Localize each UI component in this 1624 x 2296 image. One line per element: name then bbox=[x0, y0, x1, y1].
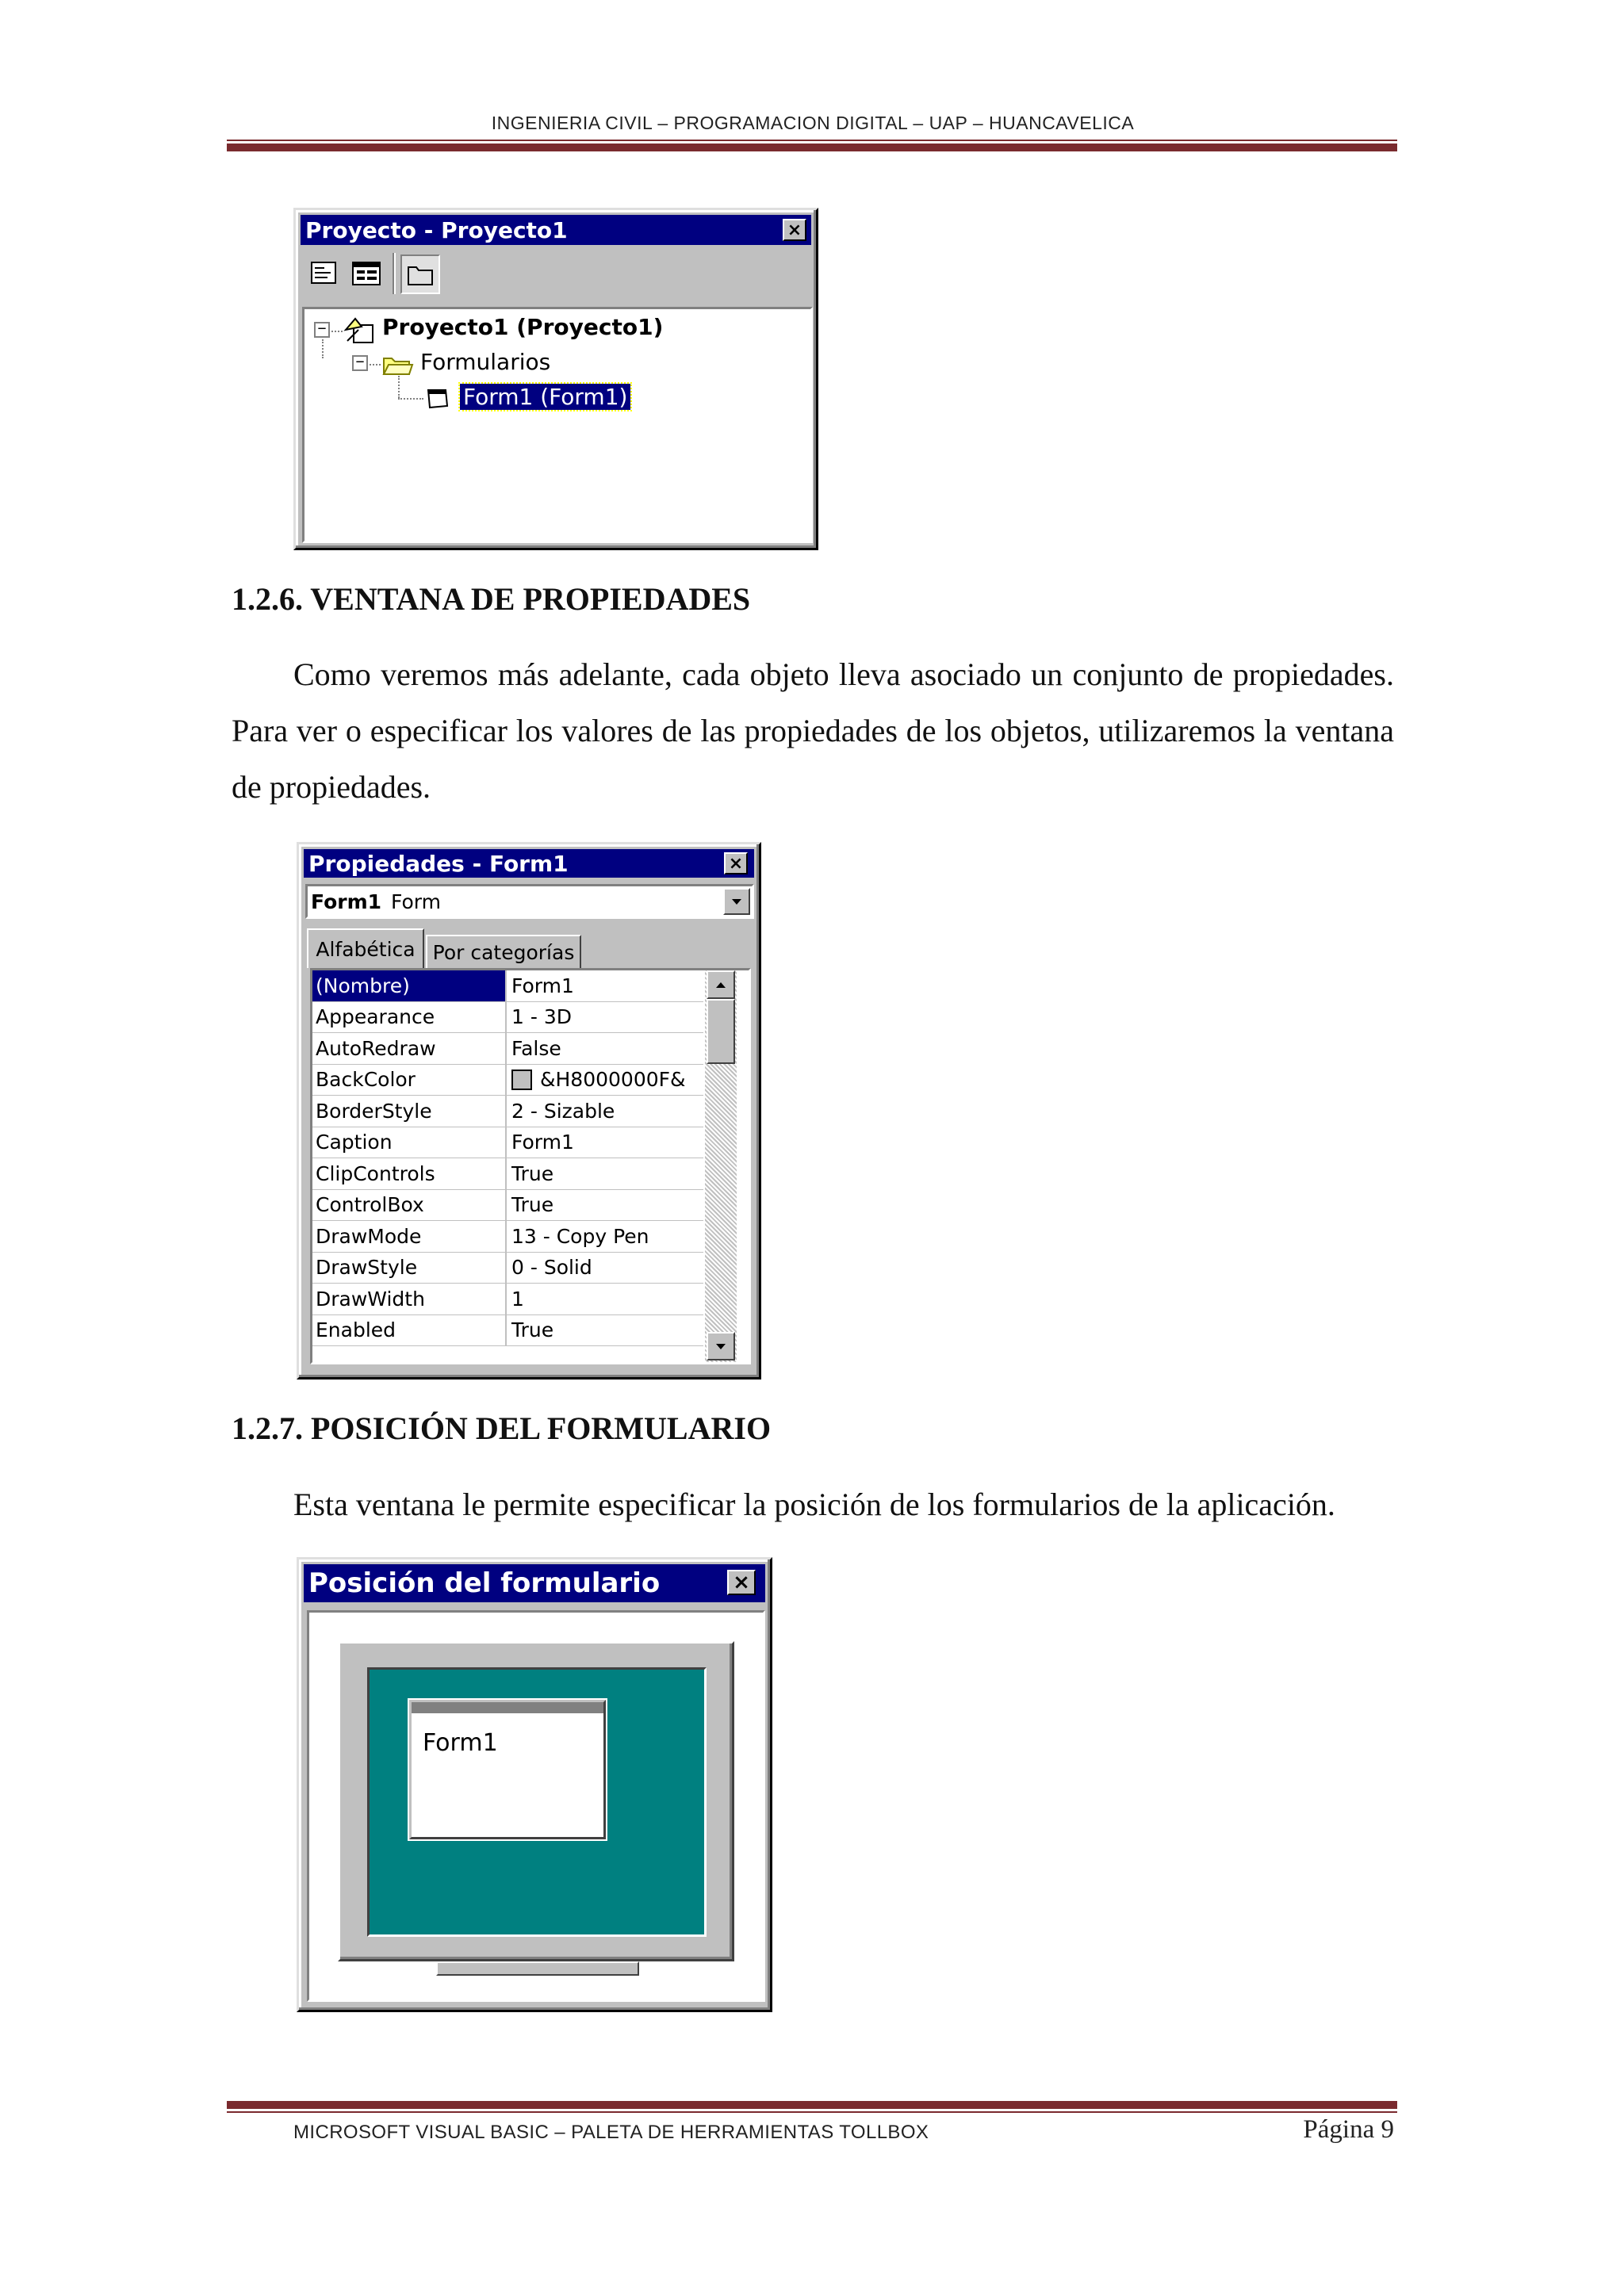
property-row[interactable] bbox=[312, 1315, 703, 1347]
property-name: Enabled bbox=[312, 1315, 507, 1346]
property-name: (Nombre) bbox=[312, 970, 507, 1001]
property-value[interactable]: 13 - Copy Pen bbox=[511, 1224, 649, 1248]
project-window bbox=[293, 208, 818, 550]
tab-por-categorias[interactable]: Por categorías bbox=[426, 935, 581, 968]
properties-rows bbox=[312, 970, 703, 1362]
project-window-title: Proyecto - Proyecto1 bbox=[305, 216, 568, 243]
property-row[interactable] bbox=[312, 1002, 703, 1034]
project-tree-panel bbox=[302, 307, 813, 543]
property-value[interactable]: False bbox=[511, 1036, 561, 1060]
footer-rule-thin bbox=[227, 2111, 1397, 2113]
property-name: Appearance bbox=[312, 1002, 507, 1033]
property-value[interactable]: 2 - Sizable bbox=[511, 1099, 615, 1123]
header-rule-thin bbox=[227, 140, 1397, 141]
header-rule-thick bbox=[227, 144, 1397, 151]
folder-label[interactable]: Formularios bbox=[420, 349, 551, 375]
expand-folder-toggle[interactable]: − bbox=[352, 355, 368, 371]
scroll-down-button[interactable] bbox=[707, 1332, 735, 1360]
property-value[interactable]: True bbox=[511, 1161, 554, 1185]
property-value[interactable]: True bbox=[511, 1318, 554, 1342]
form-preview-titlebar bbox=[412, 1702, 603, 1713]
toggle-folders-button[interactable] bbox=[400, 254, 440, 294]
properties-window bbox=[297, 842, 761, 1380]
chevron-down-icon bbox=[730, 897, 743, 905]
section-paragraph-posicion: Esta ventana le permite especificar la posición de los formularios de la aplicación. bbox=[293, 1487, 1335, 1522]
property-row[interactable] bbox=[312, 1065, 703, 1096]
property-value[interactable]: True bbox=[511, 1193, 554, 1217]
section-paragraph-propiedades: Como veremos más adelante, cada objeto lleva asociado un conjunto de propiedades. Para ver o especificar los valores de las propiedades de los objetos, utilizaremos la ventana de propiedades. bbox=[232, 656, 1394, 805]
property-name: DrawWidth bbox=[312, 1284, 507, 1314]
property-row[interactable] bbox=[312, 970, 703, 1002]
color-swatch bbox=[511, 1070, 532, 1090]
property-name: BorderStyle bbox=[312, 1096, 507, 1127]
properties-window-title: Propiedades - Form1 bbox=[308, 850, 569, 877]
page-number: Página 9 bbox=[1303, 2115, 1394, 2144]
monitor-frame bbox=[338, 1641, 734, 1961]
property-name: AutoRedraw bbox=[312, 1033, 507, 1064]
property-row[interactable] bbox=[312, 1096, 703, 1127]
object-name: Form1 bbox=[311, 890, 382, 913]
properties-scrollbar[interactable] bbox=[705, 970, 737, 1362]
property-value[interactable]: Form1 bbox=[511, 1131, 574, 1154]
property-row[interactable] bbox=[312, 1284, 703, 1315]
property-value[interactable]: Form1 bbox=[511, 974, 574, 997]
property-row[interactable] bbox=[312, 1253, 703, 1284]
monitor-stand bbox=[436, 1961, 639, 1976]
property-name: ControlBox bbox=[312, 1190, 507, 1221]
object-type: Form bbox=[391, 890, 441, 913]
property-name: ClipControls bbox=[312, 1158, 507, 1189]
property-row[interactable] bbox=[312, 1127, 703, 1159]
position-window bbox=[297, 1557, 772, 2012]
arrow-down-icon bbox=[714, 1342, 727, 1350]
folder-icon bbox=[402, 256, 439, 293]
property-value-text: &H8000000F& bbox=[540, 1068, 686, 1092]
property-row[interactable] bbox=[312, 1033, 703, 1065]
position-window-title: Posición del formulario bbox=[308, 1567, 661, 1599]
project-root-label[interactable]: Proyecto1 (Proyecto1) bbox=[382, 314, 664, 340]
form-icon bbox=[423, 384, 455, 412]
project-toolbar bbox=[301, 250, 811, 299]
page-header: INGENIERIA CIVIL – PROGRAMACION DIGITAL – UAP – HUANCAVELICA bbox=[491, 113, 1135, 133]
position-preview-panel bbox=[307, 1610, 765, 2002]
footer-rule-thick bbox=[227, 2101, 1397, 2109]
section-heading-propiedades: 1.2.6. VENTANA DE PROPIEDADES bbox=[232, 581, 751, 617]
tab-alfabetica[interactable]: Alfabética bbox=[307, 928, 424, 968]
scroll-up-button[interactable] bbox=[707, 970, 735, 999]
monitor-screen bbox=[367, 1667, 707, 1937]
property-row[interactable] bbox=[312, 1190, 703, 1222]
property-value[interactable]: 1 bbox=[511, 1287, 524, 1311]
scroll-thumb[interactable] bbox=[707, 999, 735, 1064]
property-name: DrawStyle bbox=[312, 1253, 507, 1284]
form-preview-label: Form1 bbox=[423, 1729, 498, 1757]
project-window-close-button[interactable]: × bbox=[783, 219, 806, 241]
property-name: Caption bbox=[312, 1127, 507, 1158]
position-window-close-button[interactable]: × bbox=[727, 1570, 756, 1595]
property-row[interactable] bbox=[312, 1221, 703, 1253]
project-icon bbox=[343, 314, 377, 346]
footer-text: MICROSOFT VISUAL BASIC – PALETA DE HERRAMIENTAS TOLLBOX bbox=[293, 2122, 929, 2143]
properties-grid bbox=[310, 968, 751, 1364]
object-dropdown-button[interactable] bbox=[723, 888, 750, 915]
property-value[interactable]: 1 - 3D bbox=[511, 1005, 572, 1029]
property-row[interactable] bbox=[312, 1158, 703, 1190]
expand-root-toggle[interactable]: − bbox=[314, 322, 330, 338]
object-selector[interactable] bbox=[305, 884, 754, 919]
position-window-titlebar[interactable] bbox=[304, 1564, 765, 1602]
arrow-up-icon bbox=[714, 981, 727, 989]
folder-icon bbox=[381, 349, 416, 379]
form-preview[interactable] bbox=[409, 1700, 606, 1839]
form-tree-item[interactable]: Form1 (Form1) bbox=[460, 384, 630, 410]
project-window-titlebar[interactable] bbox=[301, 215, 811, 245]
property-value[interactable]: 0 - Solid bbox=[511, 1256, 592, 1280]
property-name: BackColor bbox=[312, 1065, 507, 1096]
section-heading-posicion: 1.2.7. POSICIÓN DEL FORMULARIO bbox=[232, 1410, 772, 1446]
property-value-backcolor[interactable] bbox=[508, 1065, 703, 1096]
properties-window-close-button[interactable]: × bbox=[724, 852, 748, 874]
properties-window-titlebar[interactable] bbox=[304, 849, 754, 878]
property-name: DrawMode bbox=[312, 1221, 507, 1252]
